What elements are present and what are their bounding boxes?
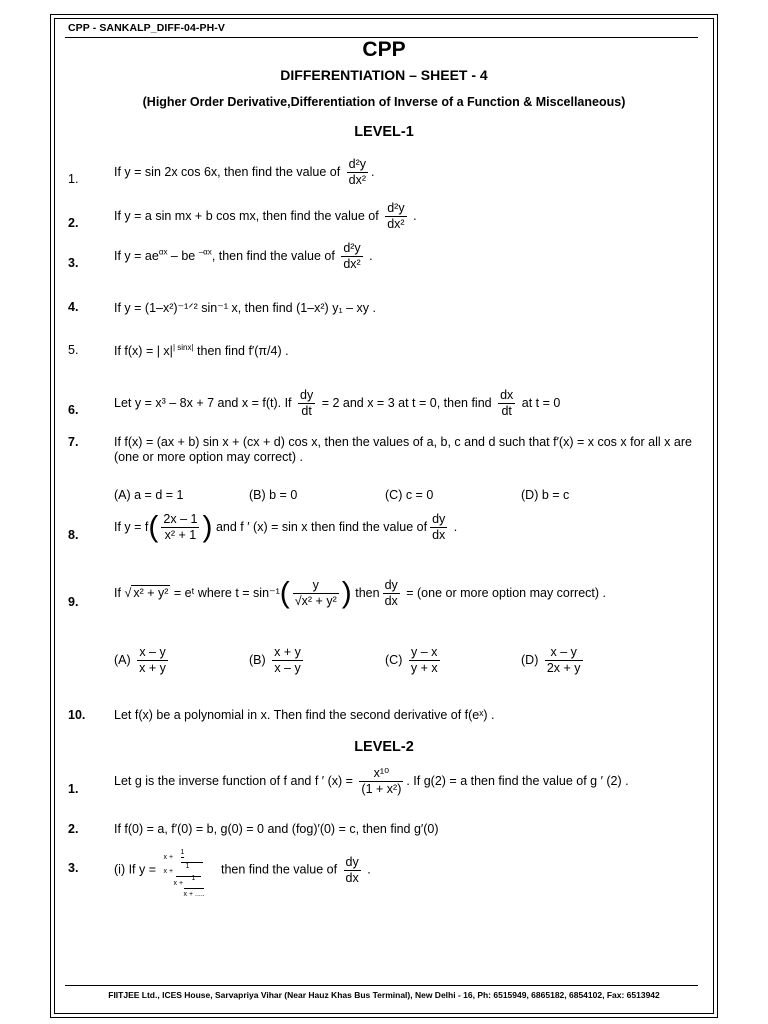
option-label: (C) [385,652,403,667]
question-text [114,766,629,797]
question-text [114,241,373,272]
numerator: x + y [274,645,301,659]
footer-rule [65,985,698,986]
question-stem: Let g is the inverse function of f and f ′ (x) = [114,773,353,788]
fraction [385,201,406,232]
option-a: (A) a = d = 1 [114,488,184,502]
fraction [137,645,168,676]
numerator: d²y [343,241,361,255]
fraction [409,645,440,676]
question-number: 6. [68,403,79,417]
fraction [298,388,315,419]
question-stem: = (one or more option may correct) . [406,585,606,600]
question-stem: then [355,585,380,600]
option-label: (D) [521,652,539,667]
cf-bar [181,862,203,863]
exponent: –αx [198,247,212,257]
option-label: (A) [114,652,131,667]
question-stem: (i) If y = [114,862,157,877]
question-stem: If y = f [114,519,149,534]
fraction [347,157,368,188]
question-stem: = 2 and x = 3 at t = 0, then find [321,395,492,410]
question-stem: , then find the value of [211,248,335,263]
option-d: (D) b = c [521,488,570,502]
question-stem: Let y = x³ – 8x + 7 and x = f(t). If [114,395,292,410]
question-stem: If y = sin 2x cos 6x, then find the value of [114,164,341,179]
cf-term: x + [173,880,184,887]
cf-term: 1 [191,875,196,882]
period: . [371,164,375,179]
question-stem: at t = 0 [521,395,561,410]
cf-bar [184,888,204,889]
denominator: √x² + y² [294,594,337,608]
sheet-subtitle: (Higher Order Derivative,Differentiation of Inverse of a Function & Miscellaneous) [142,95,626,109]
cf-bar [176,876,201,877]
fraction [383,578,400,609]
fraction [430,512,447,543]
question-number: 3. [68,256,79,270]
numerator: dy [300,388,314,402]
denominator: x – y [274,661,301,675]
question-number: 2. [68,822,79,836]
numerator: y – x [409,645,440,661]
numerator: dx [500,388,514,402]
numerator: x¹⁰ [359,766,403,782]
numerator: d²y [387,201,405,215]
question-text [114,343,289,358]
question-stem: If f(x) = | x| [114,344,173,359]
question-stem: If [114,585,121,600]
option-c [385,645,443,676]
question-text [114,201,417,232]
denominator: y + x [410,661,438,675]
question-text: If y = (1–x²)⁻¹ᐟ² sin⁻¹ x, then find (1–x²) y₁ – xy . [114,301,377,315]
denominator: dx² [348,173,367,187]
question-text [114,578,606,609]
numerator: dy [345,854,359,869]
question-text [114,512,457,543]
exponent: αx [158,247,168,257]
left-paren: ( [148,510,159,544]
question-number: 7. [68,435,79,449]
period: . [413,208,417,223]
question-number: 3. [68,861,79,875]
question-stem: and f ′ (x) = sin x then find the value of [215,519,428,534]
numerator: dy [432,512,446,526]
level-1-heading: LEVEL-1 [354,124,414,140]
question-number: 9. [68,595,79,609]
question-text [114,846,371,898]
question-number: 2. [68,216,79,230]
level-2-heading: LEVEL-2 [354,739,414,755]
question-stem: then find f′(π/4) . [193,344,289,359]
numerator: 2x – 1 [163,512,198,526]
period: . [453,519,458,534]
question-text: If f(x) = (ax + b) sin x + (cx + d) cos x, then the values of a, b, c and d such that f′(x) = x cos x for all x are (one or more option may correct) . [114,435,692,464]
question-stem: . If g(2) = a then find the value of g ′ (2) . [406,773,629,788]
right-paren: ) [202,510,213,544]
cf-term: x + [163,868,174,875]
sqrt-sign: √ [124,585,132,600]
option-b [249,645,306,676]
option-label: (B) [249,652,266,667]
question-number: 1. [68,782,79,796]
numerator: x – y [545,645,583,661]
exponent: | sinx| [172,343,194,352]
cf-term: 1 [180,849,185,856]
question-number: 1. [68,172,79,186]
fraction [161,512,199,543]
denominator: dt [501,404,512,418]
question-stem: If y = ae [114,248,159,263]
numerator: y [293,578,339,594]
question-text: If f(0) = a, f′(0) = b, g(0) = 0 and (fog)′(0) = c, then find g′(0) [114,822,439,836]
doc-title: CPP [362,38,406,61]
question-text: Let f(x) be a polynomial in x. Then find the second derivative of f(eˣ) . [114,708,495,722]
denominator: x + y [139,661,166,675]
cf-term: x + [163,854,174,861]
question-stem: – be [167,248,199,263]
denominator: x² + 1 [164,528,197,542]
fraction [293,578,339,609]
question-number: 4. [68,300,79,314]
denominator: dt [301,404,312,418]
option-b: (B) b = 0 [249,488,298,502]
question-number: 10. [68,708,86,722]
question-text [114,157,375,188]
fraction [272,645,303,676]
question-stem: = eᵗ where t = sin⁻¹ [173,585,280,600]
numerator: dy [384,578,398,592]
option-c: (C) c = 0 [385,488,434,502]
denominator: (1 + x²) [361,782,402,796]
left-paren: ( [279,576,290,610]
option-d [521,645,586,676]
denominator: dx [384,594,398,608]
fraction [498,388,515,419]
radicand: x² + y² [133,585,169,600]
fraction [545,645,583,676]
numerator: x – y [137,645,168,661]
question-text [114,388,560,419]
numerator: d²y [348,157,367,171]
fraction [344,855,361,886]
denominator: dx [345,870,359,885]
denominator: dx² [343,257,361,271]
sheet-code: CPP - SANKALP_DIFF-04-PH-V [68,22,226,34]
fraction [341,241,362,272]
cf-term: x + ..... [183,891,205,898]
period: . [369,248,373,263]
period: . [367,862,371,877]
sheet-title: DIFFERENTIATION – SHEET - 4 [280,67,488,83]
footer-address: FIITJEE Ltd., ICES House, Sarvapriya Vihar (Near Hauz Khas Bus Terminal), New Delhi - 16, Ph: 6515949, 6865182, 6854102, Fax: 6513942 [108,990,660,1000]
continued-fraction [163,849,214,902]
option-a [114,645,171,676]
denominator: 2x + y [546,661,581,675]
question-number: 8. [68,528,79,542]
question-stem: then find the value of [221,862,338,877]
cf-term: 1 [185,863,190,870]
question-number: 5. [68,343,79,357]
denominator: dx [432,528,446,542]
denominator: dx² [387,217,405,231]
right-paren: ) [341,576,352,610]
fraction [359,766,403,797]
question-stem: If y = a sin mx + b cos mx, then find the value of [114,208,379,223]
